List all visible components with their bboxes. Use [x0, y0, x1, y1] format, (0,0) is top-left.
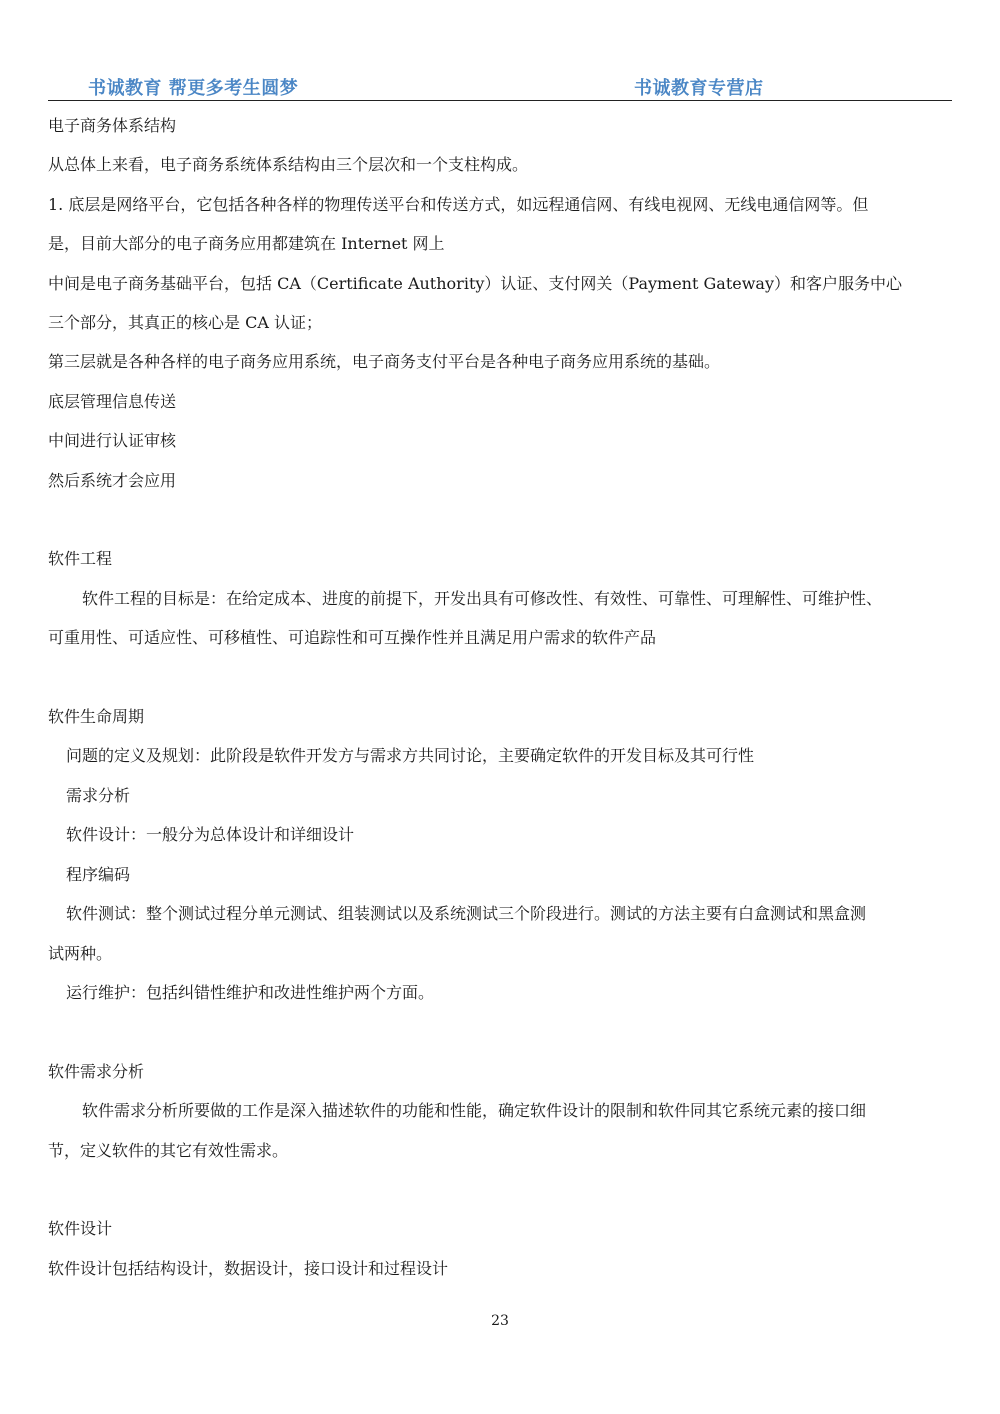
paragraph: 节，定义软件的其它有效性需求。 [48, 1140, 289, 1160]
list-item: 程序编码 [66, 864, 131, 884]
paragraph: 是，目前大部分的电子商务应用都建筑在 Internet 网上 [48, 234, 445, 254]
heading-software-engineering: 软件工程 [48, 549, 113, 569]
paragraph: 1. 底层是网络平台，它包括各种各样的物理传送平台和传送方式，如远程通信网、有线电视网、无线电通信网等。但 [48, 194, 869, 214]
page-number: 23 [491, 1313, 509, 1329]
paragraph: 第三层就是各种各样的电子商务应用系统，电子商务支付平台是各种电子商务应用系统的基础。 [48, 352, 721, 372]
heading-software-design: 软件设计 [48, 1219, 113, 1239]
list-item: 运行维护：包括纠错性维护和改进性维护两个方面。 [66, 982, 435, 1002]
list-item: 软件测试：整个测试过程分单元测试、组装测试以及系统测试三个阶段进行。测试的方法主要有白盒测试和黑盒测 [66, 904, 867, 924]
list-item: 需求分析 [66, 785, 131, 805]
paragraph: 底层管理信息传送 [48, 391, 177, 411]
heading-requirements-analysis: 软件需求分析 [48, 1061, 145, 1081]
paragraph: 软件需求分析所要做的工作是深入描述软件的功能和性能，确定软件设计的限制和软件同其它系统元素的接口细 [82, 1101, 867, 1121]
heading-software-lifecycle: 软件生命周期 [48, 707, 145, 727]
paragraph: 中间进行认证审核 [48, 431, 177, 451]
paragraph: 可重用性、可适应性、可移植性、可追踪性和可互操作性并且满足用户需求的软件产品 [48, 628, 657, 648]
paragraph: 软件设计包括结构设计，数据设计，接口设计和过程设计 [48, 1258, 449, 1278]
paragraph: 三个部分，其真正的核心是 CA 认证； [48, 313, 322, 333]
list-item: 问题的定义及规划：此阶段是软件开发方与需求方共同讨论，主要确定软件的开发目标及其可行性 [66, 746, 755, 766]
list-item: 试两种。 [48, 943, 113, 963]
paragraph: 中间是电子商务基础平台，包括 CA（Certificate Authority）认证、支付网关（Payment Gateway）和客户服务中心 [48, 273, 902, 293]
heading-ecommerce-architecture: 电子商务体系结构 [48, 116, 177, 135]
paragraph: 然后系统才会应用 [48, 470, 177, 490]
list-item: 软件设计：一般分为总体设计和详细设计 [66, 825, 355, 845]
header-slogan: 书诚教育 帮更多考生圆梦 [88, 78, 299, 99]
header-store-name: 书诚教育专营店 [634, 78, 764, 99]
document-body [48, 106, 953, 1288]
page-header [48, 72, 952, 101]
paragraph: 从总体上来看，电子商务系统体系结构由三个层次和一个支柱构成。 [48, 155, 529, 175]
paragraph: 软件工程的目标是：在给定成本、进度的前提下，开发出具有可修改性、有效性、可靠性、可理解性、可维护性、 [82, 588, 883, 608]
